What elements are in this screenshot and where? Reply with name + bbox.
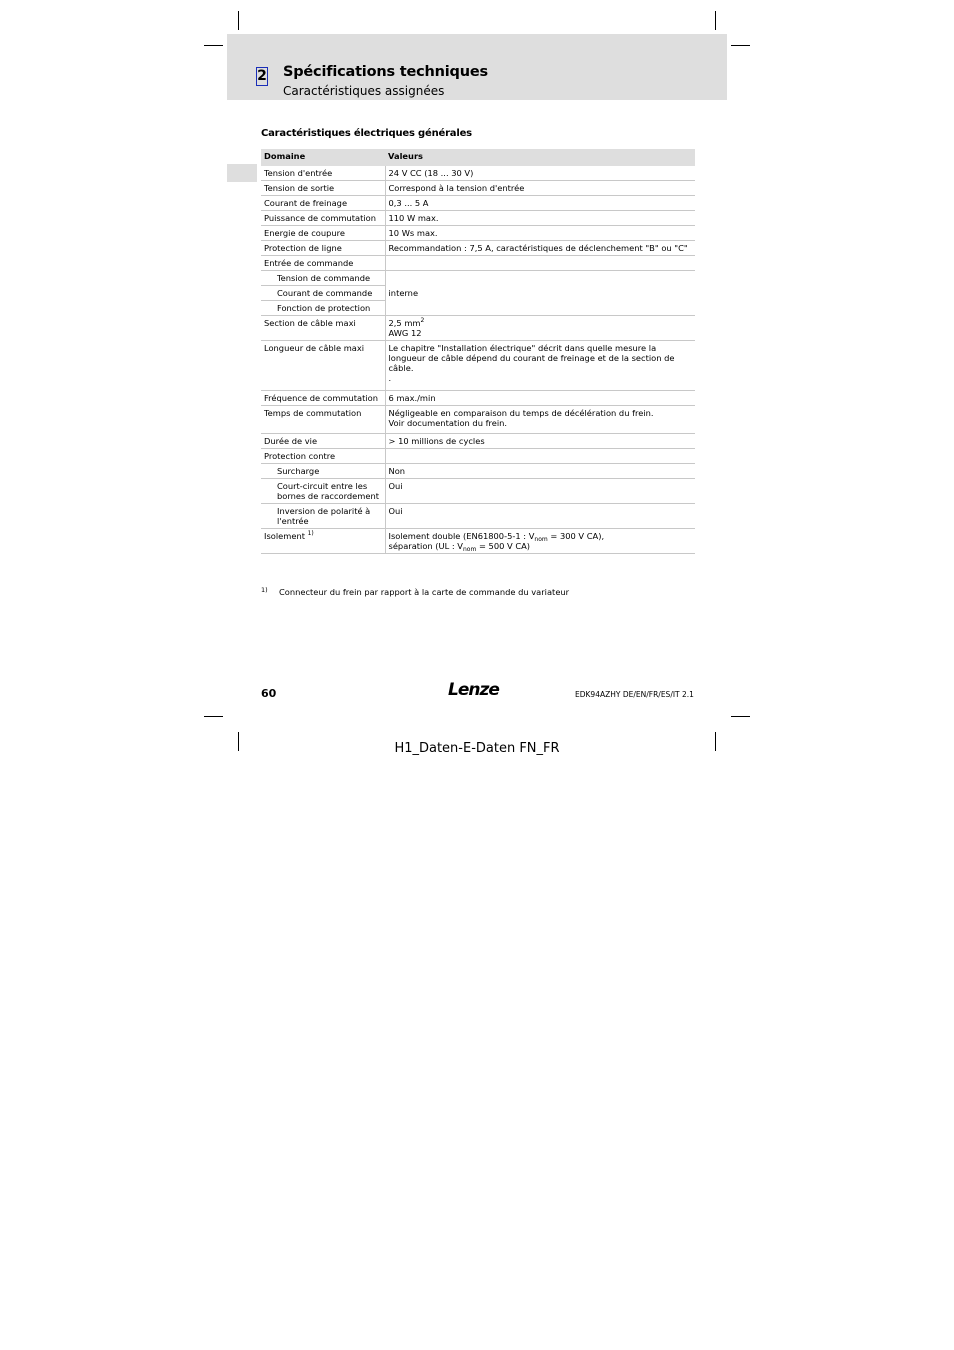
chapter-subtitle: Caractéristiques assignées (283, 84, 445, 98)
crop-mark (731, 45, 750, 46)
table-row (261, 166, 695, 181)
row-label (261, 529, 385, 554)
spec-table (261, 149, 695, 554)
row-label: Protection contre (261, 449, 385, 464)
value-line: Le chapitre "Installation électrique" décrit dans quelle mesure la longueur de câble dépend du courant de freinage et de la section de câble. (388, 343, 675, 373)
value-line: Voir documentation du frein. (388, 418, 508, 428)
row-label: Section de câble maxi (261, 316, 385, 341)
table-row (261, 196, 695, 211)
page-number: 60 (261, 687, 277, 700)
lenze-logo: Lenze (448, 680, 499, 700)
row-value: Oui (385, 504, 695, 529)
table-row (261, 464, 695, 479)
superscript: 2 (420, 317, 425, 324)
table-header-row (261, 149, 695, 166)
row-value: Oui (385, 479, 695, 504)
row-label: Puissance de commutation (261, 211, 385, 226)
file-caption: H1_Daten-E-Daten FN_FR (394, 741, 560, 756)
row-value (385, 256, 695, 271)
footnote-marker: 1) (261, 586, 268, 594)
row-value: 10 Ws max. (385, 226, 695, 241)
table-row (261, 271, 695, 286)
value-text: Isolement double (EN61800-5-1 : V (388, 531, 535, 541)
value-text: = 500 V CA) (476, 541, 531, 551)
crop-mark (731, 716, 750, 717)
row-value: Recommandation : 7,5 A, caractéristiques de déclenchement "B" ou "C" (385, 241, 695, 256)
crop-mark (715, 11, 716, 30)
table-row (261, 316, 695, 341)
side-tab (227, 164, 257, 182)
label-text: Isolement (264, 531, 305, 541)
row-label: Longueur de câble maxi (261, 341, 385, 391)
row-value: interne (385, 271, 695, 316)
subscript: nom (462, 546, 477, 553)
row-label: Tension d'entrée (261, 166, 385, 181)
footnote-text: Connecteur du frein par rapport à la carte de commande du variateur (279, 587, 570, 597)
row-label: Temps de commutation (261, 406, 385, 434)
row-value: 6 max./min (385, 391, 695, 406)
value-text: = 300 V CA), (547, 531, 605, 541)
row-label: Energie de coupure (261, 226, 385, 241)
value-text: séparation (UL : V (388, 541, 463, 551)
table-row (261, 226, 695, 241)
table-row (261, 449, 695, 464)
section-title: Caractéristiques électriques générales (261, 128, 472, 139)
row-label: Durée de vie (261, 434, 385, 449)
row-label: Entrée de commande (261, 256, 385, 271)
value-line: 2,5 mm (388, 318, 421, 328)
row-value (385, 316, 695, 341)
chapter-title: Spécifications techniques (283, 64, 488, 80)
table-row (261, 504, 695, 529)
value-line: . (388, 373, 392, 383)
column-header: Domaine (261, 149, 385, 166)
table-row (261, 181, 695, 196)
chapter-number: 2 (257, 68, 267, 84)
row-value (385, 529, 695, 554)
row-label: Court-circuit entre les bornes de raccordement (261, 479, 385, 504)
row-label: Tension de sortie (261, 181, 385, 196)
table-row (261, 406, 695, 434)
subscript: nom (534, 536, 548, 543)
row-label: Fréquence de commutation (261, 391, 385, 406)
row-value: Correspond à la tension d'entrée (385, 181, 695, 196)
row-value (385, 449, 695, 464)
row-value (385, 406, 695, 434)
crop-mark (238, 11, 239, 30)
footnote-ref: 1) (307, 530, 314, 537)
table-row (261, 341, 695, 391)
value-line: Négligeable en comparaison du temps de décélération du frein. (388, 408, 654, 418)
value-line: AWG 12 (388, 328, 422, 338)
document-reference: EDK94AZHY DE/EN/FR/ES/IT 2.1 (575, 690, 694, 699)
table-row (261, 391, 695, 406)
table-row (261, 241, 695, 256)
crop-mark (204, 45, 223, 46)
row-value: 0,3 ... 5 A (385, 196, 695, 211)
row-value: 110 W max. (385, 211, 695, 226)
row-value: > 10 millions de cycles (385, 434, 695, 449)
table-row (261, 256, 695, 271)
table-row (261, 479, 695, 504)
table-row (261, 211, 695, 226)
row-label: Surcharge (261, 464, 385, 479)
row-value: Non (385, 464, 695, 479)
column-header: Valeurs (385, 149, 695, 166)
table-row (261, 529, 695, 554)
row-label: Inversion de polarité à l'entrée (261, 504, 385, 529)
row-label: Tension de commande (261, 271, 385, 286)
row-label: Fonction de protection (261, 301, 385, 316)
table-row (261, 434, 695, 449)
crop-mark (204, 716, 223, 717)
row-label: Protection de ligne (261, 241, 385, 256)
row-label: Courant de freinage (261, 196, 385, 211)
row-label: Courant de commande (261, 286, 385, 301)
row-value (385, 341, 695, 391)
row-value: 24 V CC (18 ... 30 V) (385, 166, 695, 181)
